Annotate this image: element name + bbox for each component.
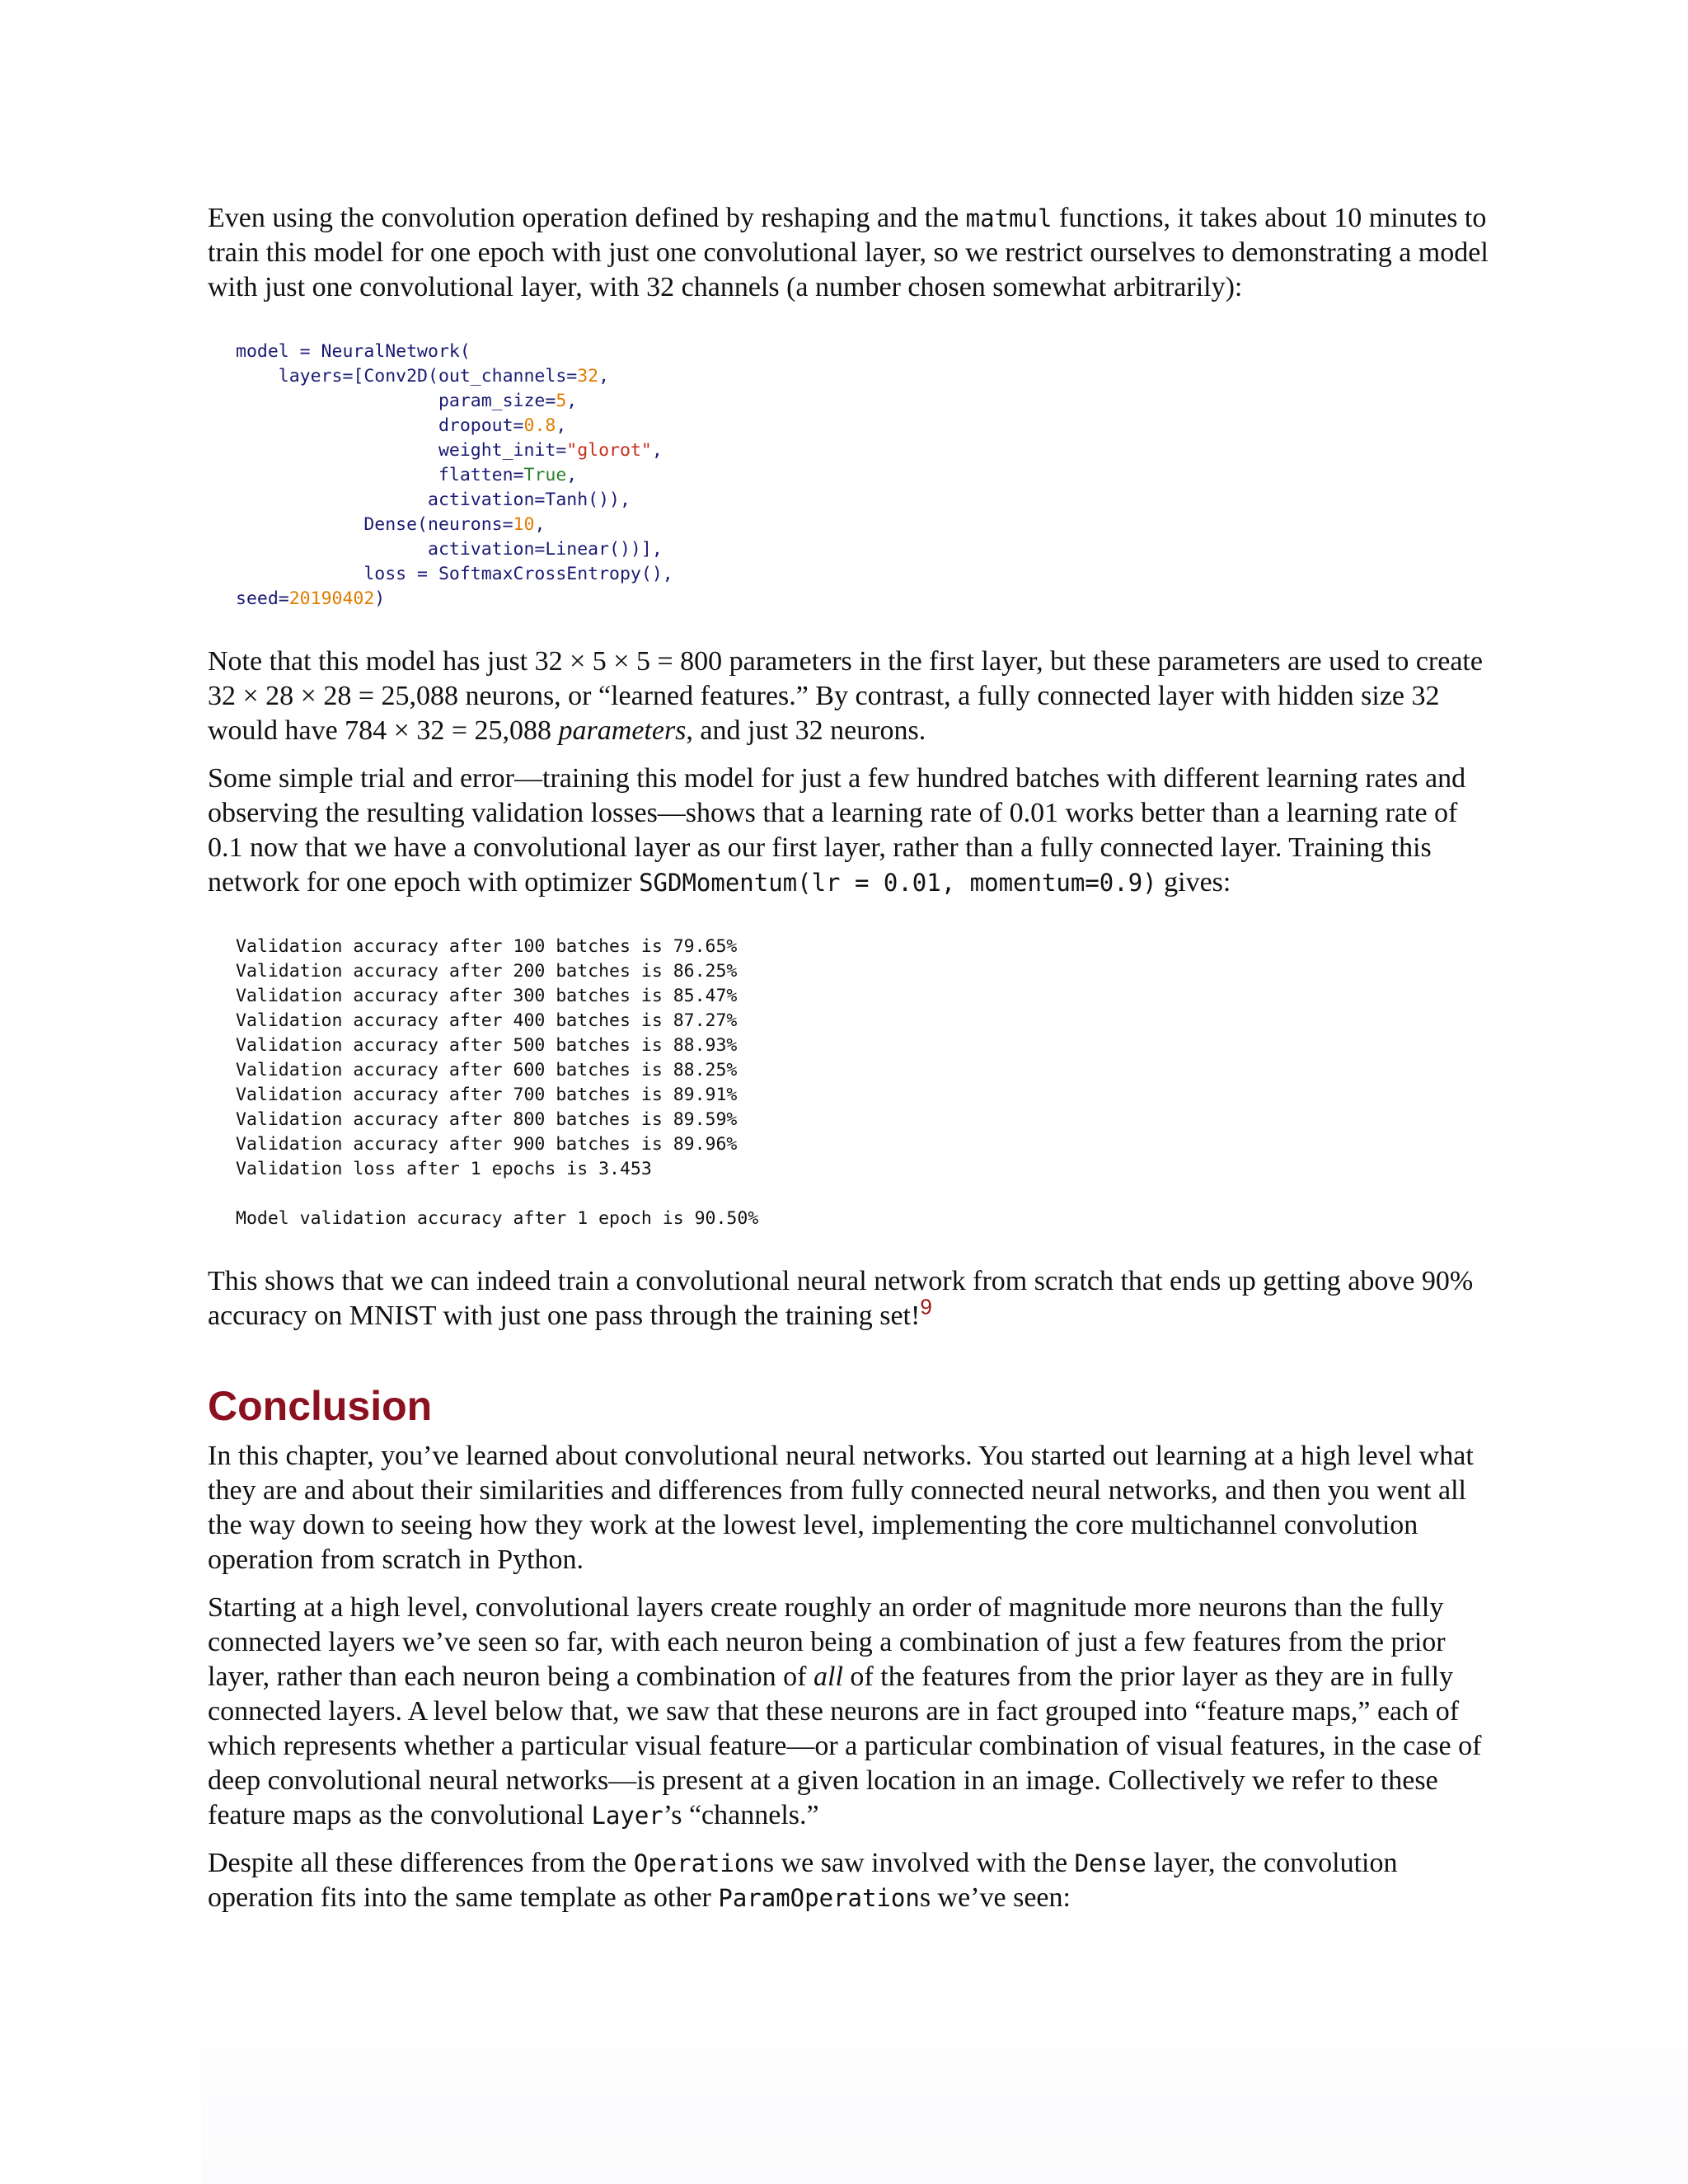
paragraph-intro: Even using the convolution operation defined by reshaping and the matmul functions, it takes about 10 minutes to train this model for one epoch with just one convolutional layer, so we restrict ourselves to demonstrating a model with just one convolutional layer, with 32 channels (a number chosen somewhat arbitrarily): <box>208 203 1489 302</box>
paragraph-conclusion-3: Despite all these differences from the Operations we saw involved with the Dense layer, the convolution operation fits into the same template as other ParamOperations we’ve seen: <box>208 1848 1398 1913</box>
output-line: Validation accuracy after 900 batches is 89.96% <box>236 1134 738 1155</box>
output-line: Validation accuracy after 100 batches is 79.65% <box>236 936 738 957</box>
paragraph-conclusion-2: Starting at a high level, convolutional layers create roughly an order of magnitude more neurons than the fully connected layers we’ve seen so far, with each neuron being a combination of just a few features from the prior layer, rather than each neuron being a combination of all of the features from the prior layer as they are in fully connected layers. A level below that, we saw that these neurons are in fact grouped into “feature maps,” each of which represents whether a particular visual feature—or a particular combination of visual features, in the case of deep convolutional neural networks—is present at a given location in an image. Collectively we refer to these feature maps as the convolutional Layer’s “channels.” <box>208 1592 1482 1830</box>
inline-code-paramoperation: ParamOperation <box>718 1884 920 1912</box>
paragraph-learning-rate: Some simple trial and error—training this model for just a few hundred batches with different learning rates and observing the resulting validation losses—shows that a learning rate of 0.01 works better than a learning rate of 0.1 now that we have a convolutional layer as our first layer, rather than a fully connected layer. Training this network for one epoch with optimizer SGDMomentum(lr = 0.01, momentum=0.9) gives: <box>208 763 1466 898</box>
inline-code-operation: Operation <box>633 1849 763 1877</box>
output-line: Validation loss after 1 epochs is 3.453 <box>236 1159 652 1179</box>
paragraph-conclusion-1: In this chapter, you’ve learned about convolutional neural networks. You started out learning at a high level what they are and about their similarities and differences from fully connected neural networks, and then you went all the way down to seeing how they work at the lowest level, implementing the core multichannel convolution operation from scratch in Python. <box>208 1441 1474 1575</box>
output-line: Validation accuracy after 300 batches is 85.47% <box>236 986 738 1006</box>
inline-code-optimizer: SGDMomentum(lr = 0.01, momentum=0.9) <box>639 869 1157 897</box>
output-line: Validation accuracy after 700 batches is 89.91% <box>236 1085 738 1105</box>
inline-code-dense: Dense <box>1074 1849 1146 1877</box>
output-line: Validation accuracy after 400 batches is 87.27% <box>236 1010 738 1031</box>
output-line: Validation accuracy after 200 batches is 86.25% <box>236 961 738 982</box>
output-line: Validation accuracy after 800 batches is 89.59% <box>236 1109 738 1130</box>
paragraph-result: This shows that we can indeed train a convolutional neural network from scratch that ends up getting above 90% accuracy on MNIST with just one pass through the training set!$^9$ <box>208 1266 1474 1331</box>
footnote-link[interactable]: 9 <box>920 1294 932 1319</box>
code-block-output <box>208 935 1493 1231</box>
paragraph-parameters: Note that this model has just 32 × 5 × 5 = 800 parameters in the first layer, but these parameters are used to create 32 × 28 × 28 = 25,088 neurons, or “learned features.” By contrast, a fully connected layer with hidden size 32 would have 784 × 32 = 25,088 parameters, and just 32 neurons. <box>208 646 1483 746</box>
inline-code-layer: Layer <box>591 1802 663 1830</box>
code-block-model: model = NeuralNetwork( layers=[Conv2D(out_channels=32, param_size=5, dropout=0.8, weight_init="glorot", flatten=True, activation=Tanh()), Dense(neurons=10, activation=Linear())], loss = SoftmaxCrossEntropy(), seed=20190402) <box>236 341 673 609</box>
output-line: Validation accuracy after 600 batches is 88.25% <box>236 1060 738 1080</box>
page-bottom-shade <box>201 1961 1688 2184</box>
output-line: Validation accuracy after 500 batches is 88.93% <box>236 1035 738 1056</box>
section-heading: Conclusion <box>208 1383 433 1429</box>
document-body <box>208 201 1493 1929</box>
output-line: Model validation accuracy after 1 epoch is 90.50% <box>236 1208 759 1229</box>
inline-code-matmul: matmul <box>965 204 1053 232</box>
